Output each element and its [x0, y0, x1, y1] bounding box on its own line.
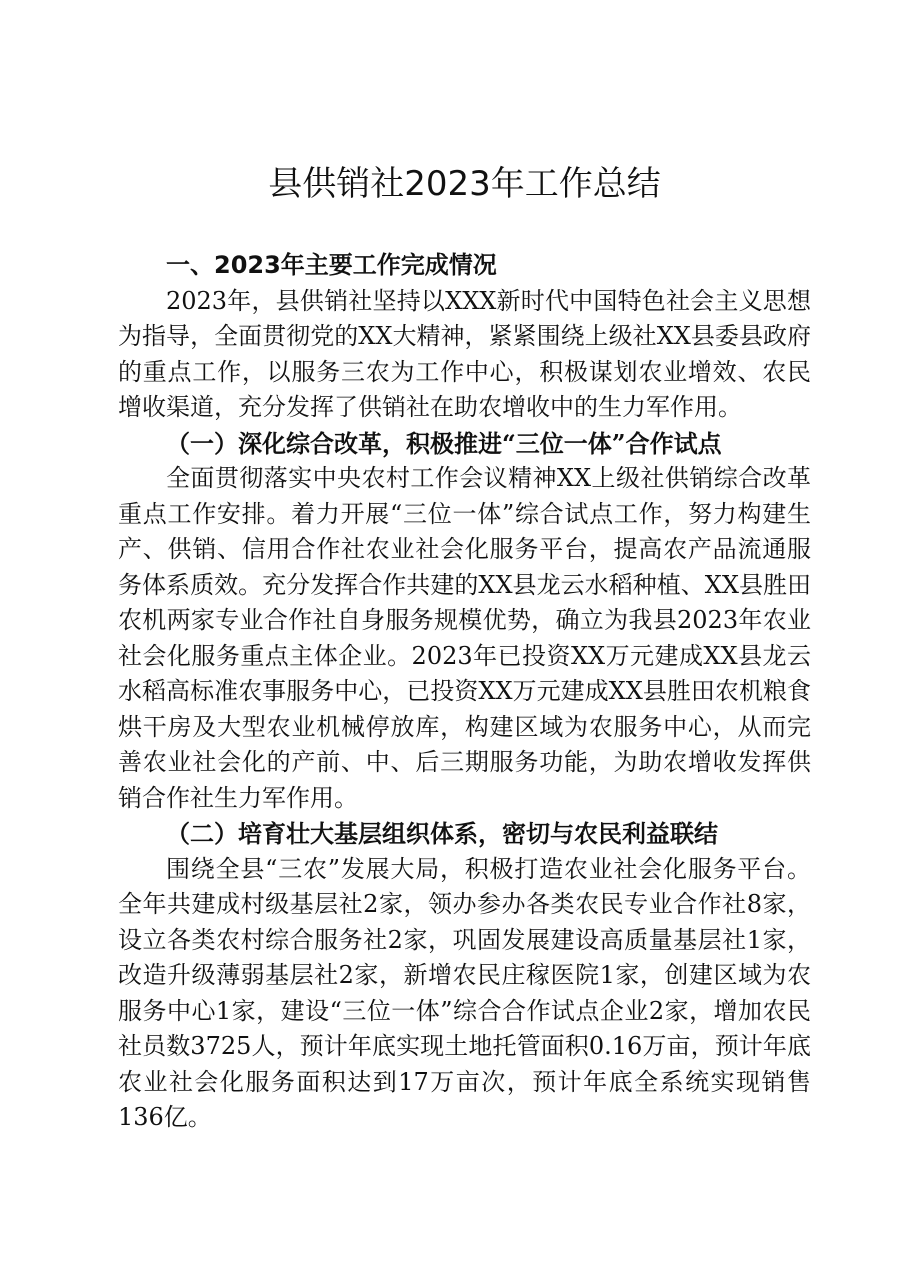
subsection-heading-grassroots: （二）培育壮大基层组织体系，密切与农民利益联结 — [166, 819, 718, 848]
subsection-heading-reform: （一）深化综合改革，积极推进“三位一体”合作试点 — [166, 428, 722, 458]
subsection-paragraph-grassroots: 围绕全县“三农”发展大局，积极打造农业社会化服务平台。全年共建成村级基层社2家，领办参办各类农民专业合作社8家，设立各类农村综合服务社2家，巩固发展建设高质量基层社1家，改造升级薄弱基层社2家，新增农民庄稼医院1家，创建区域为农服务中心1家，建设“三位一体”综合合作试点企业2家，增加农民社员数3725人，预计年底实现土地托管面积0.16万亩，预计年底农业社会化服务面积达到17万亩次，预计年底全系统实现销售136亿。 — [118, 854, 811, 1131]
section-heading-main: 一、2023年主要工作完成情况 — [166, 251, 497, 279]
document-title: 县供销社2023年工作总结 — [268, 164, 661, 204]
subsection-paragraph-reform: 全面贯彻落实中央农村工作会议精神XX上级社供销综合改革重点工作安排。着力开展“三位一体”综合试点工作，努力构建生产、供销、信用合作社农业社会化服务平台，提高农产品流通服务体系质效。充分发挥合作共建的XX县龙云水稻种植、XX县胜田农机两家专业合作社自身服务规模优势，确立为我县2023年农业社会化服务重点主体企业。2023年已投资XX万元建成XX县龙云水稻高标准农事服务中心，已投资XX万元建成XX县胜田农机粮食烘干房及大型农业机械停放库，构建区域为农服务中心，从而完善农业社会化的产前、中、后三期服务功能，为助农增收发挥供销合作社生力军作用。 — [118, 464, 811, 812]
section-paragraph-main: 2023年，县供销社坚持以XXX新时代中国特色社会主义思想为指导，全面贯彻党的XX大精神，紧紧围绕上级社XX县委县政府的重点工作，以服务三农为工作中心，积极谋划农业增效、农民增收渠道，充分发挥了供销社在助农增收中的生力军作用。 — [118, 286, 811, 421]
document-body — [118, 248, 811, 1136]
